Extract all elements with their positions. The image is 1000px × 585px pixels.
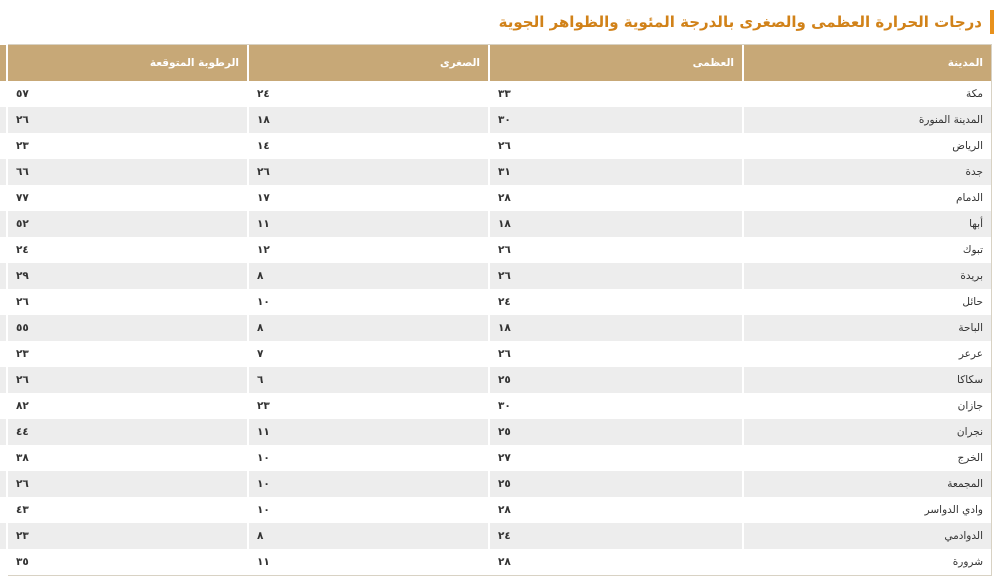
cell-max: ٣٠	[489, 107, 743, 133]
cell-city: الدوادمي	[743, 523, 991, 549]
table-row	[0, 367, 991, 393]
cell-weather	[0, 419, 7, 445]
cell-max: ٢٧	[489, 445, 743, 471]
cell-city: المجمعة	[743, 471, 991, 497]
cell-humidity: ٣٥	[7, 549, 248, 575]
header-min: الصغرى	[248, 45, 489, 81]
table-row	[0, 497, 991, 523]
cell-humidity: ٢٦	[7, 289, 248, 315]
table-row	[0, 471, 991, 497]
cell-min: ٨	[248, 263, 489, 289]
cell-max: ٣٠	[489, 393, 743, 419]
table-row	[0, 393, 991, 419]
table-row	[0, 341, 991, 367]
table-row	[0, 523, 991, 549]
cell-min: ١٠	[248, 497, 489, 523]
table-row	[0, 133, 991, 159]
cell-city: مكة	[743, 81, 991, 107]
cell-max: ٢٤	[489, 523, 743, 549]
cell-min: ٢٤	[248, 81, 489, 107]
cell-city: الباحة	[743, 315, 991, 341]
cell-min: ٨	[248, 315, 489, 341]
header-city: المدينة	[743, 45, 991, 81]
cell-min: ١٢	[248, 237, 489, 263]
cell-humidity: ٧٧	[7, 185, 248, 211]
cell-min: ١١	[248, 419, 489, 445]
table-body	[0, 81, 991, 575]
cell-humidity: ٥٧	[7, 81, 248, 107]
title-accent-bar	[990, 10, 994, 34]
page-title: درجات الحرارة العظمى والصغرى بالدرجة المئوية والظواهر الجوية	[498, 13, 982, 31]
cell-city: حائل	[743, 289, 991, 315]
cell-weather	[0, 315, 7, 341]
cell-max: ٢٤	[489, 289, 743, 315]
cell-weather	[0, 107, 7, 133]
table-row	[0, 445, 991, 471]
cell-city: عرعر	[743, 341, 991, 367]
cell-weather	[0, 445, 7, 471]
cell-max: ٢٨	[489, 549, 743, 575]
cell-humidity: ٣٨	[7, 445, 248, 471]
cell-city: سكاكا	[743, 367, 991, 393]
cell-min: ٧	[248, 341, 489, 367]
cell-weather	[0, 497, 7, 523]
cell-max: ٢٥	[489, 367, 743, 393]
cell-max: ٢٦	[489, 133, 743, 159]
cell-min: ٦	[248, 367, 489, 393]
cell-max: ٢٨	[489, 185, 743, 211]
cell-weather	[0, 263, 7, 289]
table-row	[0, 237, 991, 263]
table-row	[0, 315, 991, 341]
header-weather	[0, 45, 7, 81]
cell-weather	[0, 133, 7, 159]
cell-min: ١٧	[248, 185, 489, 211]
cell-weather	[0, 523, 7, 549]
cell-weather	[0, 471, 7, 497]
cell-min: ١١	[248, 549, 489, 575]
cell-max: ١٨	[489, 211, 743, 237]
cell-weather	[0, 159, 7, 185]
table-row	[0, 263, 991, 289]
cell-min: ١٤	[248, 133, 489, 159]
cell-city: تبوك	[743, 237, 991, 263]
cell-min: ١٠	[248, 471, 489, 497]
table-row	[0, 549, 991, 575]
cell-city: أبها	[743, 211, 991, 237]
cell-max: ٢٦	[489, 341, 743, 367]
cell-humidity: ٢٩	[7, 263, 248, 289]
cell-min: ١٨	[248, 107, 489, 133]
title-block	[6, 9, 994, 35]
cell-city: بريدة	[743, 263, 991, 289]
header-humidity: الرطوبة المتوقعة	[7, 45, 248, 81]
cell-weather	[0, 393, 7, 419]
cell-humidity: ٥٢	[7, 211, 248, 237]
cell-min: ٨	[248, 523, 489, 549]
weather-table-container	[8, 44, 992, 576]
cell-max: ٣٣	[489, 81, 743, 107]
cell-humidity: ٢٤	[7, 237, 248, 263]
cell-max: ٣١	[489, 159, 743, 185]
cell-max: ٢٦	[489, 263, 743, 289]
cell-max: ٢٦	[489, 237, 743, 263]
table-row	[0, 81, 991, 107]
table-row	[0, 159, 991, 185]
cell-humidity: ٢٦	[7, 471, 248, 497]
cell-weather	[0, 341, 7, 367]
table-row	[0, 185, 991, 211]
header-max: العظمى	[489, 45, 743, 81]
cell-city: نجران	[743, 419, 991, 445]
table-header-row	[0, 45, 991, 81]
cell-city: جدة	[743, 159, 991, 185]
table-row	[0, 419, 991, 445]
cell-weather	[0, 211, 7, 237]
cell-humidity: ٨٢	[7, 393, 248, 419]
cell-humidity: ٤٣	[7, 497, 248, 523]
table-row	[0, 289, 991, 315]
cell-weather	[0, 289, 7, 315]
cell-weather	[0, 367, 7, 393]
cell-humidity: ٥٥	[7, 315, 248, 341]
cell-max: ١٨	[489, 315, 743, 341]
table-row	[0, 211, 991, 237]
cell-city: الخرج	[743, 445, 991, 471]
cell-min: ١١	[248, 211, 489, 237]
cell-humidity: ٢٣	[7, 341, 248, 367]
cell-city: شرورة	[743, 549, 991, 575]
cell-city: الرياض	[743, 133, 991, 159]
cell-max: ٢٥	[489, 471, 743, 497]
table-row	[0, 107, 991, 133]
cell-weather	[0, 237, 7, 263]
cell-weather	[0, 81, 7, 107]
cell-max: ٢٥	[489, 419, 743, 445]
cell-humidity: ٢٦	[7, 367, 248, 393]
cell-humidity: ٤٤	[7, 419, 248, 445]
cell-weather	[0, 185, 7, 211]
cell-min: ٢٦	[248, 159, 489, 185]
cell-min: ١٠	[248, 445, 489, 471]
cell-humidity: ٦٦	[7, 159, 248, 185]
cell-city: الدمام	[743, 185, 991, 211]
cell-min: ٢٣	[248, 393, 489, 419]
cell-max: ٢٨	[489, 497, 743, 523]
cell-humidity: ٢٣	[7, 133, 248, 159]
cell-humidity: ٢٦	[7, 107, 248, 133]
cell-humidity: ٢٣	[7, 523, 248, 549]
cell-city: المدينة المنورة	[743, 107, 991, 133]
cell-city: وادي الدواسر	[743, 497, 991, 523]
weather-table	[0, 45, 991, 575]
cell-city: جازان	[743, 393, 991, 419]
cell-min: ١٠	[248, 289, 489, 315]
cell-weather	[0, 549, 7, 575]
